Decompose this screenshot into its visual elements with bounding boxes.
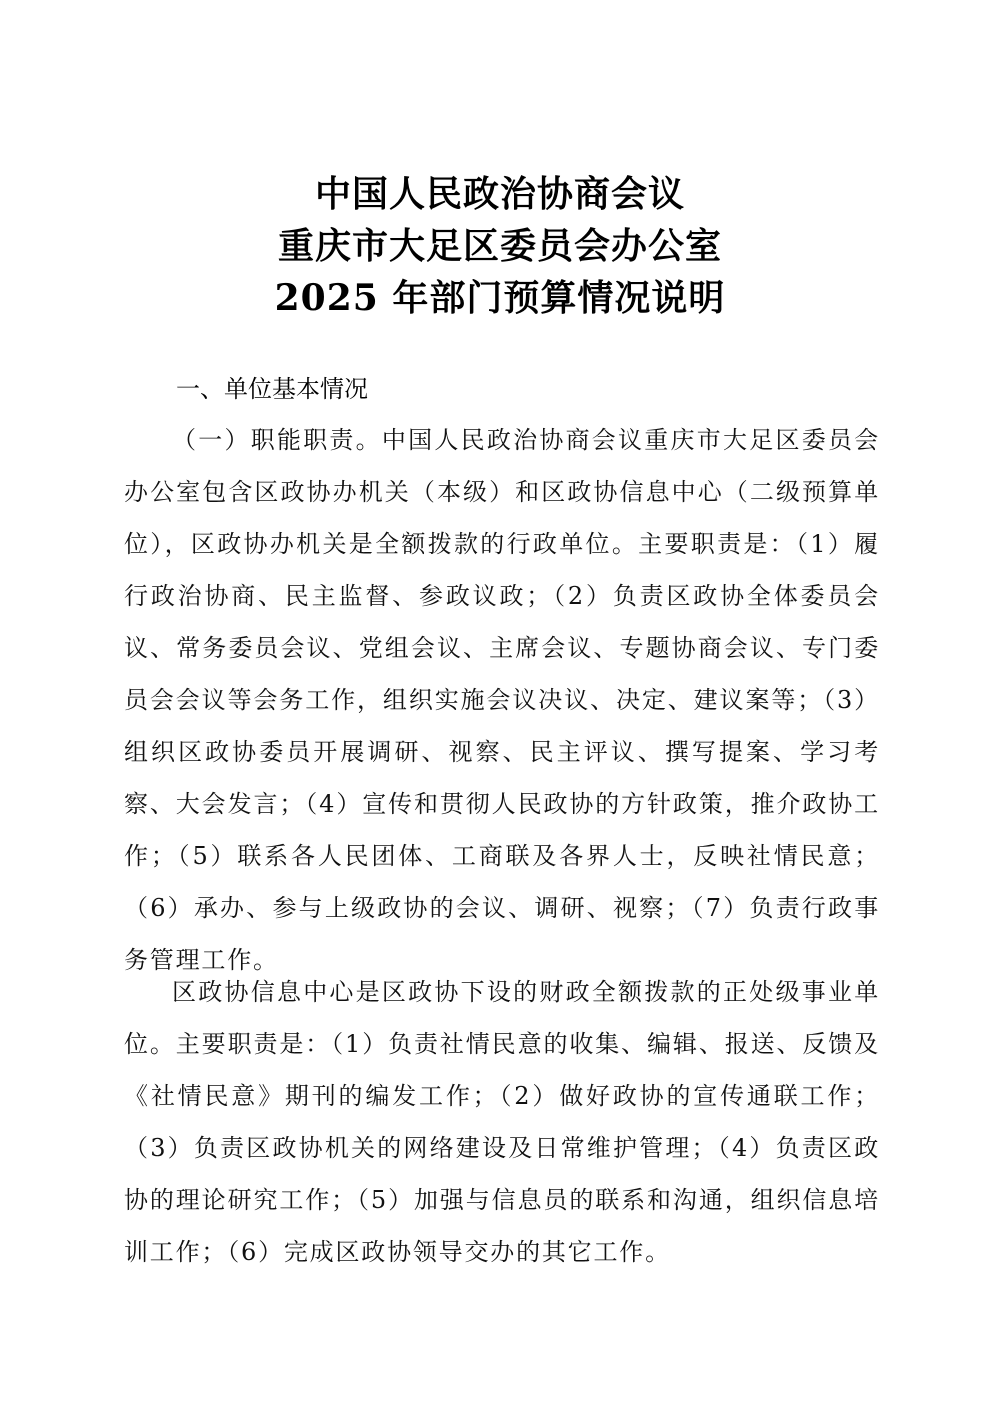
title-line-3: 2025 年部门预算情况说明 <box>274 277 726 319</box>
body-paragraph-responsibilities: （一）职能职责。中国人民政治协商会议重庆市大足区委员会办公室包含区政协办机关（本级）和区政协信息中心（二级预算单位），区政协办机关是全额拨款的行政单位。主要职责是：（1）履行政治协商、民主监督、参政议政；（2）负责区政协全体委员会议、常务委员会议、党组会议、主席会议、专题协商会议、专门委员会会议等会务工作，组织实施会议决议、决定、建议案等；（3）组织区政协委员开展调研、视察、民主评议、撰写提案、学习考察、大会发言；（4）宣传和贯彻人民政协的方针政策，推介政协工作；（5）联系各人民团体、工商联及各界人士，反映社情民意；（6）承办、参与上级政协的会议、调研、视察；（7）负责行政事务管理工作。 <box>124 426 880 974</box>
title-line-1: 中国人民政治协商会议 <box>314 173 685 215</box>
title-line-2: 重庆市大足区委员会办公室 <box>277 225 722 267</box>
document-title <box>0 168 1000 324</box>
body-paragraph-information-center: 区政协信息中心是区政协下设的财政全额拨款的正处级事业单位。主要职责是：（1）负责社情民意的收集、编辑、报送、反馈及《社情民意》期刊的编发工作；（2）做好政协的宣传通联工作；（3）负责区政协机关的网络建设及日常维护管理；（4）负责区政协的理论研究工作；（5）加强与信息员的联系和沟通，组织信息培训工作；（6）完成区政协领导交办的其它工作。 <box>124 978 880 1266</box>
section-heading: 一、单位基本情况 <box>176 375 368 403</box>
